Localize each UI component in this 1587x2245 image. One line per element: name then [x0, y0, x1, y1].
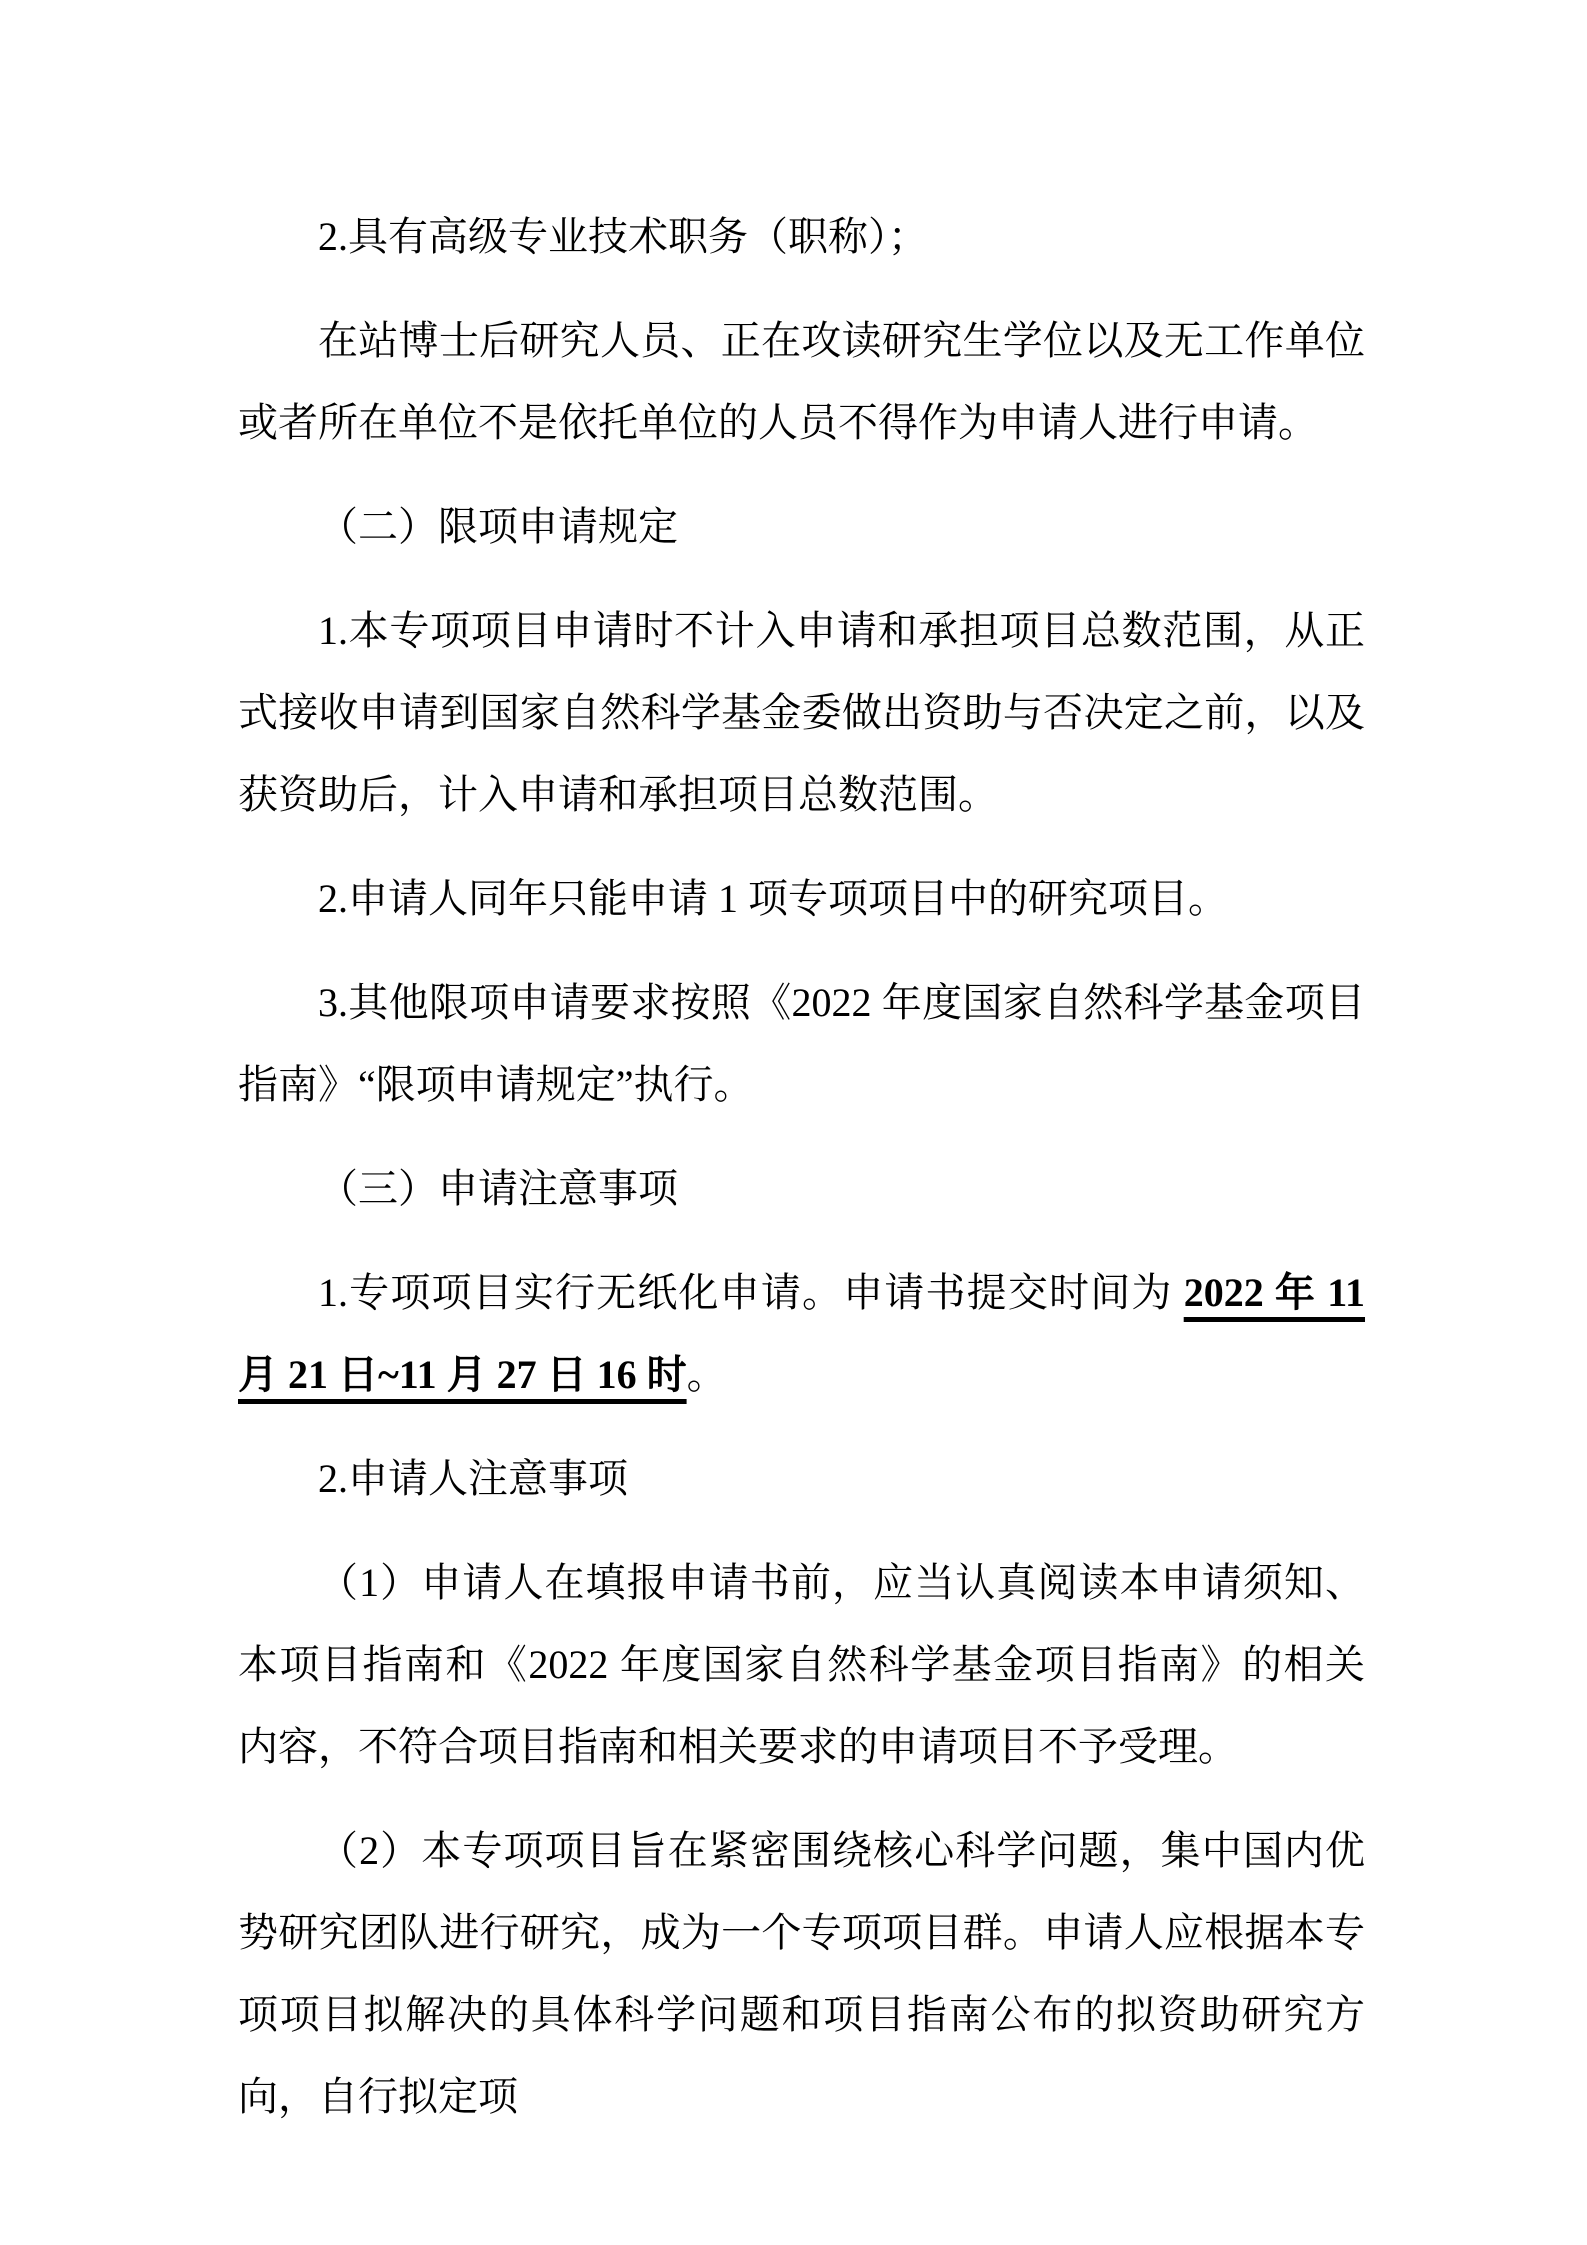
note-1-prefix-text: 1.专项项目实行无纸化申请。申请书提交时间为: [318, 1270, 1184, 1315]
item-senior-title-requirement: 2.具有高级专业技术职务（职称）；: [318, 214, 928, 259]
item-limit-rule-2: 2.申请人同年只能申请 1 项专项项目中的研究项目。: [318, 876, 1228, 921]
note-1-suffix-text: 。: [686, 1352, 727, 1397]
document-body: [238, 196, 1365, 2138]
item-note-2-applicant-notes: 2.申请人注意事项: [318, 1456, 628, 1501]
heading-section-3-application-notes: （三）申请注意事项: [318, 1166, 678, 1211]
item-limit-rule-1: 1.本专项项目申请时不计入申请和承担项目总数范围，从正式接收申请到国家自然科学基金委做出资助与否决定之前，以及获资助后，计入申请和承担项目总数范围。: [238, 608, 1365, 817]
heading-section-2-limit-rules: （二）限项申请规定: [318, 504, 678, 549]
para-note-2-1-read-guide: （1）申请人在填报申请书前，应当认真阅读本申请须知、本项目指南和《2022 年度国家自然科学基金项目指南》的相关内容，不符合项目指南和相关要求的申请项目不予受理。: [238, 1560, 1365, 1769]
item-note-1-paperless-deadline: [238, 1252, 1365, 1416]
para-note-2-2-project-cluster: （2）本专项项目旨在紧密围绕核心科学问题，集中国内优势研究团队进行研究，成为一个专项项目群。申请人应根据本专项项目拟解决的具体科学问题和项目指南公布的拟资助研究方向，自行拟定项: [238, 1828, 1365, 2119]
item-limit-rule-3: 3.其他限项申请要求按照《2022 年度国家自然科学基金项目指南》“限项申请规定”执行。: [238, 980, 1365, 1107]
deadline-highlight: 2022 年 11 月 21 日~11 月 27 日 16 时: [238, 1270, 1366, 1397]
para-postdoc-restriction: 在站博士后研究人员、正在攻读研究生学位以及无工作单位或者所在单位不是依托单位的人员不得作为申请人进行申请。: [238, 318, 1365, 445]
